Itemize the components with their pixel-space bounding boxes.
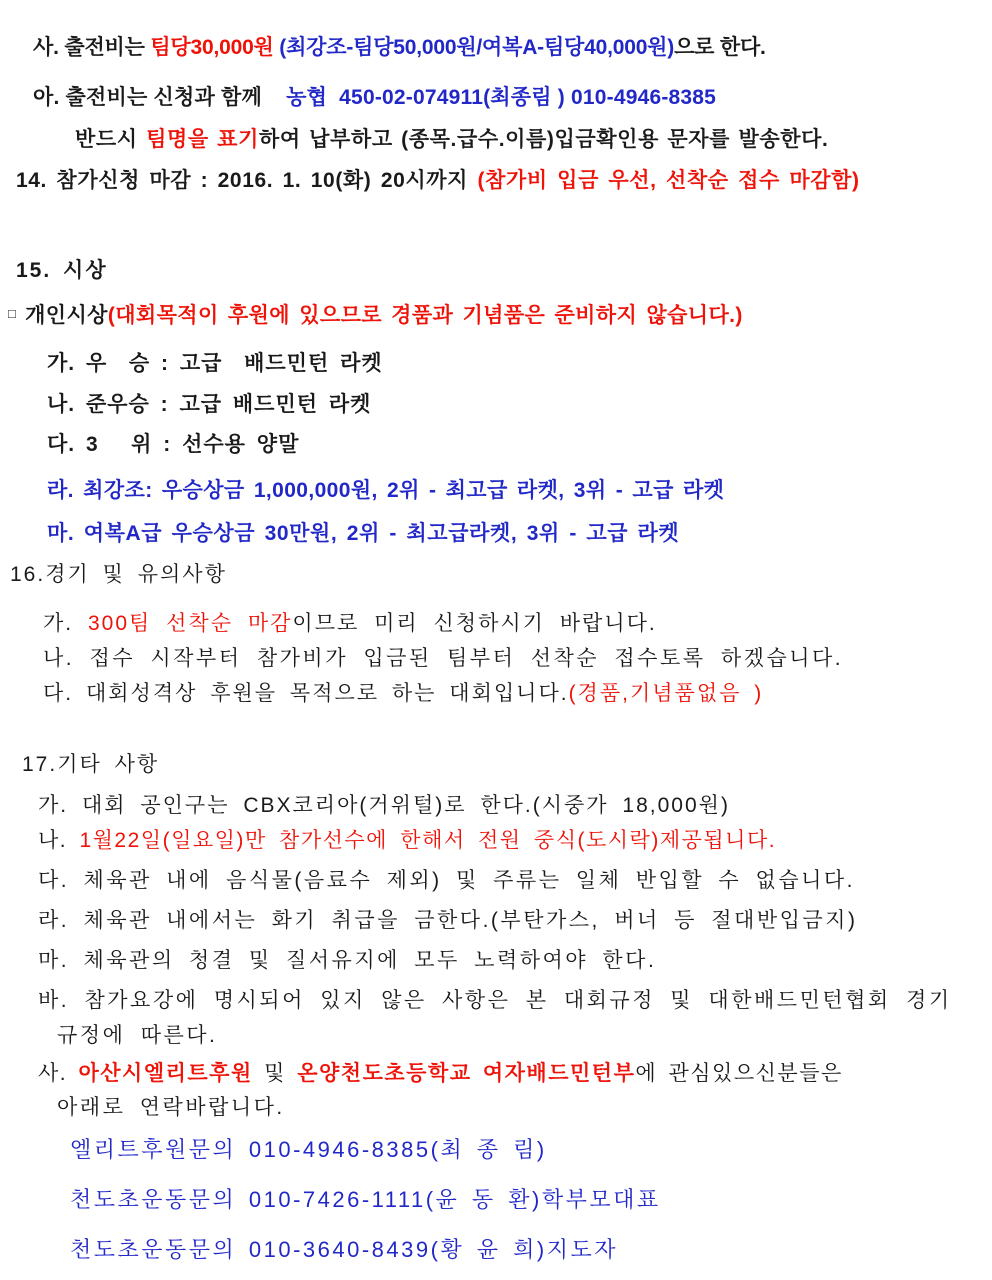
text-segment: (대회목적이 후원에 있으므로 경품과 기념품은 준비하지 않습니다.) <box>107 304 743 327</box>
text-segment: 아산시엘리트후원 <box>78 1062 253 1085</box>
text-segment: 아래로 연락바랍니다. <box>57 1096 285 1119</box>
text-segment: 1월22일(일요일)만 참가선수에 한해서 전원 중식(도시락)제공됩니다. <box>79 829 777 852</box>
individual-awards-line <box>8 300 743 330</box>
text-segment: 이므로 미리 신청하시기 바랍니다. <box>292 612 657 635</box>
entry-fee-line <box>33 34 766 62</box>
rules-line-continued <box>57 1022 217 1050</box>
awards-heading <box>16 257 108 285</box>
text-segment: 15. 시상 <box>16 259 108 282</box>
text-segment: 나. 준우승 : 고급 배드민턴 라켓 <box>47 393 372 416</box>
text-segment: 사. 출전비는 <box>33 36 151 59</box>
note-300teams-line <box>43 610 657 638</box>
rules-line <box>38 987 952 1015</box>
text-segment: 농협 450-02-074911(최종림 ) 010-4946-8385 <box>286 86 717 109</box>
text-segment: 가. 우 승 : 고급 배드민턴 라켓 <box>47 352 383 375</box>
award-winner-line <box>47 350 383 378</box>
note-purpose-line <box>43 680 763 708</box>
text-segment: 으로 한다. <box>674 36 766 59</box>
text-segment: 17.기타 사항 <box>22 753 160 776</box>
text-segment: (참가비 입금 우선, 선착순 접수 마감함) <box>477 169 860 192</box>
no-food-line <box>38 867 855 895</box>
text-segment: 16.경기 및 유의사항 <box>10 563 227 586</box>
text-segment: 천도초운동문의 010-3640-8439(황 윤 희)지도자 <box>70 1237 619 1262</box>
text-segment: 라. 체육관 내에서는 화기 취급을 금한다.(부탄가스, 버너 등 절대반입금지) <box>38 909 858 932</box>
text-segment: 엘리트후원문의 010-4946-8385(최 종 림) <box>70 1137 547 1162</box>
sponsor-interest-line <box>38 1060 843 1088</box>
text-segment: 가. 대회 공인구는 CBX코리아(거위털)로 한다.(시중가 18,000원) <box>38 794 730 817</box>
text-segment: 나. 접수 시작부터 참가비가 입금된 팀부터 선착순 접수토록 하겠습니다. <box>43 647 844 670</box>
text-segment: 다. 체육관 내에 음식물(음료수 제외) 및 주류는 일체 반입할 수 없습니다. <box>38 869 856 892</box>
text-segment: 반드시 <box>75 128 147 151</box>
no-fire-line <box>38 907 857 935</box>
text-segment: 아. 출전비는 신청과 함께 <box>33 86 287 109</box>
text-segment: 팀명을 표기 <box>146 128 259 151</box>
square-bullet-icon: □ <box>8 306 16 321</box>
text-segment: 다. 3 위 : 선수용 양말 <box>47 433 300 456</box>
text-segment: 바. 참가요강에 명시되어 있지 않은 사항은 본 대회규정 및 대한배드민턴협회 경기 <box>38 989 952 1012</box>
award-womenA-line <box>47 520 679 548</box>
deposit-note-line <box>75 126 828 154</box>
text-segment: 가. <box>43 612 88 635</box>
text-segment: 마. 여복A급 우승상금 30만원, 2위 - 최고급라켓, 3위 - 고급 라켓 <box>47 522 680 545</box>
deadline-line <box>16 167 860 195</box>
contact-below-line <box>57 1094 285 1122</box>
text-segment: 사. <box>38 1062 79 1085</box>
text-segment: 온양천도초등학교 여자배드민턴부 <box>297 1062 636 1085</box>
text-segment: (최강조-팀당50,000원/여복A-팀당40,000원) <box>273 36 675 59</box>
text-segment: 에 관심있으신분들은 <box>635 1062 843 1085</box>
text-segment: 하여 납부하고 (종목.급수.이름)입금확인용 문자를 발송한다. <box>258 128 829 151</box>
note-deposit-order-line <box>43 645 843 673</box>
contact-cheondo-parent-line <box>70 1186 661 1214</box>
text-segment: 300팀 선착순 마감 <box>87 612 293 635</box>
text-segment: 다. 대회성격상 후원을 목적으로 하는 대회입니다. <box>43 682 569 705</box>
text-segment: (경품,기념품없음 ) <box>568 682 764 705</box>
match-notes-heading <box>10 561 227 589</box>
cleanliness-line <box>38 947 656 975</box>
text-segment: 천도초운동문의 010-7426-1111(윤 동 환)학부모대표 <box>70 1187 661 1212</box>
award-third-line <box>47 431 299 459</box>
text-segment: 나. <box>38 829 80 852</box>
lunch-provided-line <box>38 827 776 855</box>
award-top-group-line <box>47 477 724 505</box>
contact-cheondo-coach-line <box>70 1236 618 1264</box>
text-segment: 및 <box>252 1062 298 1085</box>
etc-heading <box>22 751 159 779</box>
award-runnerup-line <box>47 391 371 419</box>
official-shuttlecock-line <box>38 792 730 820</box>
contact-elite-line <box>70 1136 547 1164</box>
text-segment: 팀당30,000원 <box>150 36 274 59</box>
text-segment: 마. 체육관의 청결 및 질서유지에 모두 노력하여야 한다. <box>38 949 657 972</box>
text-segment: 라. 최강조: 우승상금 1,000,000원, 2위 - 최고급 라켓, 3위 - 고급 라켓 <box>47 479 725 502</box>
text-segment: 규정에 따른다. <box>57 1024 218 1047</box>
text-segment: 14. 참가신청 마감 : 2016. 1. 10(화) 20시까지 <box>16 169 478 192</box>
bank-account-line <box>33 84 716 112</box>
text-segment: 개인시상 <box>15 304 108 327</box>
